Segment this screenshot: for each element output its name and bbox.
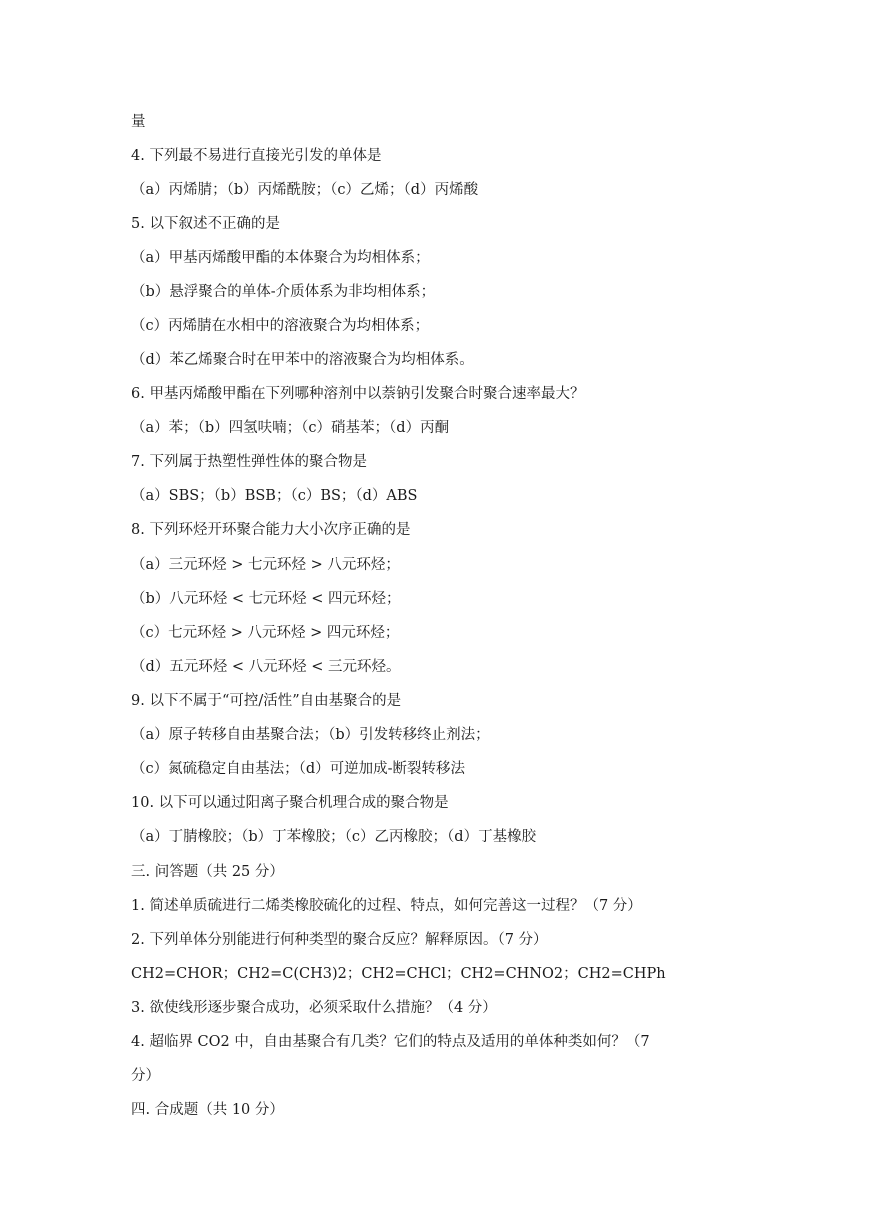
section-4-heading: 四. 合成题（共 10 分）: [131, 1102, 284, 1118]
question-10-options: （a）丁腈橡胶；（b）丁苯橡胶；（c）乙丙橡胶；（d）丁基橡胶: [131, 829, 537, 845]
question-8-option-d: （d）五元环烃 < 八元环烃 < 三元环烃。: [131, 659, 401, 675]
question-4-options: （a）丙烯腈；（b）丙烯酰胺；（c）乙烯；（d）丙烯酸: [131, 182, 479, 198]
text-line: 量: [131, 114, 146, 130]
question-4: 4. 下列最不易进行直接光引发的单体是: [131, 148, 382, 164]
question-7-options: （a）SBS；（b）BSB；（c）BS；（d）ABS: [131, 488, 418, 504]
essay-question-4: 4. 超临界 CO2 中，自由基聚合有几类？它们的特点及适用的单体种类如何？（7: [131, 1034, 650, 1050]
question-8-option-b: （b）八元环烃 < 七元环烃 < 四元环烃；: [131, 591, 401, 607]
question-9-options-ab: （a）原子转移自由基聚合法；（b）引发转移终止剂法；: [131, 727, 490, 743]
question-7: 7. 下列属于热塑性弹性体的聚合物是: [131, 454, 367, 470]
essay-question-4-continued: 分）: [131, 1068, 160, 1084]
question-5-option-b: （b）悬浮聚合的单体-介质体系为非均相体系；: [131, 284, 436, 300]
question-6: 6. 甲基丙烯酸甲酯在下列哪种溶剂中以萘钠引发聚合时聚合速率最大？: [131, 386, 585, 402]
question-8-option-c: （c）七元环烃 > 八元环烃 > 四元环烃；: [131, 625, 400, 641]
question-6-options: （a）苯；（b）四氢呋喃；（c）硝基苯；（d）丙酮: [131, 420, 450, 436]
question-5-option-a: （a）甲基丙烯酸甲酯的本体聚合为均相体系；: [131, 250, 430, 266]
essay-question-1: 1. 简述单质硫进行二烯类橡胶硫化的过程、特点，如何完善这一过程？（7 分）: [131, 898, 642, 914]
monomer-list: CH2=CHOR；CH2=C(CH3)2；CH2=CHCl；CH2=CHNO2；CH2=CHPh: [131, 966, 666, 982]
question-9: 9. 以下不属于“可控/活性”自由基聚合的是: [131, 693, 402, 709]
essay-question-2: 2. 下列单体分别能进行何种类型的聚合反应？解释原因。（7 分）: [131, 932, 548, 948]
question-8-option-a: （a）三元环烃 > 七元环烃 > 八元环烃；: [131, 557, 400, 573]
question-10: 10. 以下可以通过阳离子聚合机理合成的聚合物是: [131, 795, 449, 811]
question-9-options-cd: （c）氮硫稳定自由基法；（d）可逆加成-断裂转移法: [131, 761, 466, 777]
question-5-option-c: （c）丙烯腈在水相中的溶液聚合为均相体系；: [131, 318, 430, 334]
question-8: 8. 下列环烃开环聚合能力大小次序正确的是: [131, 522, 411, 538]
essay-question-3: 3. 欲使线形逐步聚合成功，必须采取什么措施？（4 分）: [131, 1000, 497, 1016]
question-5-option-d: （d）苯乙烯聚合时在甲苯中的溶液聚合为均相体系。: [131, 352, 474, 368]
question-5: 5. 以下叙述不正确的是: [131, 216, 280, 232]
section-3-heading: 三. 问答题（共 25 分）: [131, 864, 284, 880]
